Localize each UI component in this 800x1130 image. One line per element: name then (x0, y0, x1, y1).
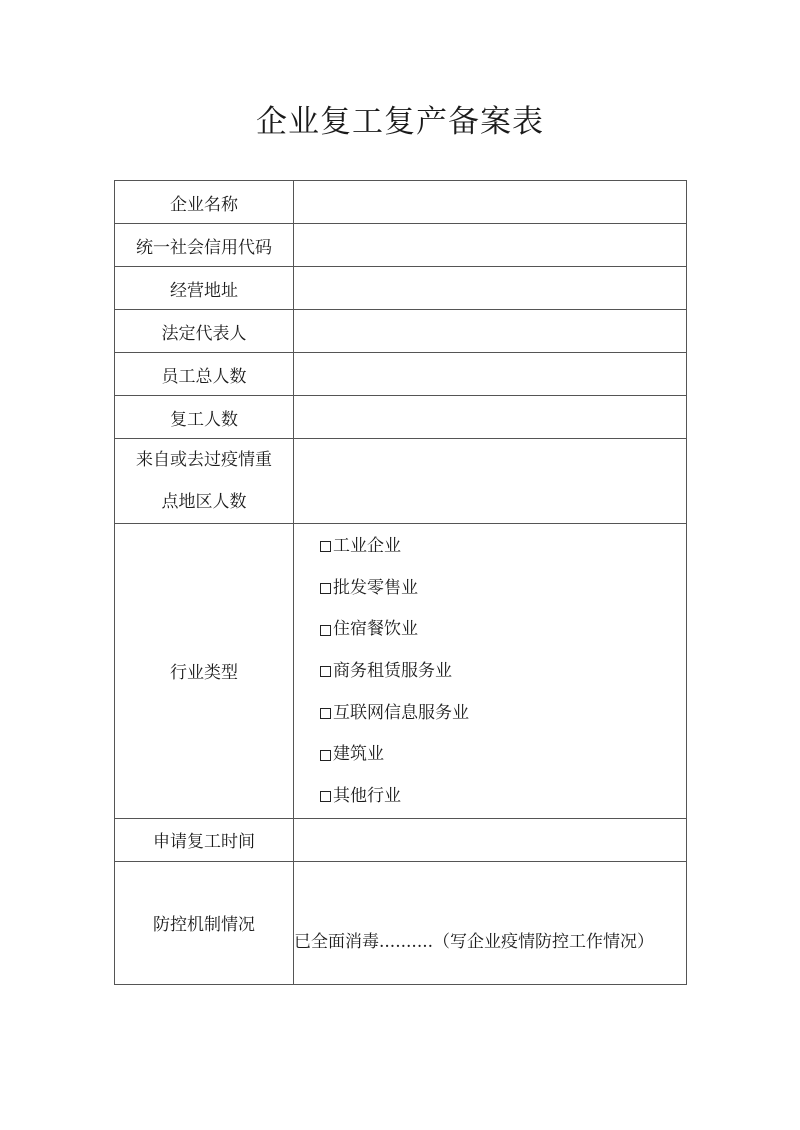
field-key-area[interactable] (294, 439, 687, 524)
checkbox-icon[interactable] (320, 666, 331, 677)
row-resumed-staff (115, 396, 687, 439)
label-address: 经营地址 (115, 267, 294, 310)
label-industry: 行业类型 (115, 524, 294, 819)
label-company-name: 企业名称 (115, 181, 294, 224)
industry-option[interactable] (320, 609, 686, 651)
checkbox-icon[interactable] (320, 583, 331, 594)
row-company-name (115, 181, 687, 224)
label-prevention: 防控机制情况 (115, 861, 294, 984)
industry-option-label: 工业企业 (333, 536, 401, 556)
industry-option-label: 批发零售业 (333, 577, 418, 598)
industry-option-label: 其他行业 (333, 786, 401, 807)
field-apply-time[interactable] (294, 818, 687, 861)
row-total-staff (115, 353, 687, 396)
label-key-area (115, 439, 294, 524)
form-title: 企业复工复产备案表 (256, 104, 544, 140)
industry-options (294, 524, 686, 818)
field-address[interactable] (294, 267, 687, 310)
industry-option[interactable] (320, 693, 686, 735)
checkbox-icon[interactable] (320, 791, 331, 802)
checkbox-icon[interactable] (320, 625, 331, 636)
industry-option[interactable] (320, 651, 686, 693)
prevention-text: 已全面消毒..........（写企业疫情防控工作情况） (294, 931, 655, 952)
field-industry (294, 524, 687, 819)
industry-option[interactable] (320, 526, 686, 568)
industry-option-label: 住宿餐饮业 (333, 619, 418, 640)
industry-option[interactable] (320, 568, 686, 610)
row-credit-code (115, 224, 687, 267)
field-company-name[interactable] (294, 181, 687, 224)
field-legal-rep[interactable] (294, 310, 687, 353)
row-apply-time (115, 818, 687, 861)
row-industry (115, 524, 687, 819)
industry-option-label: 商务租赁服务业 (333, 661, 452, 682)
row-prevention (115, 861, 687, 984)
row-key-area (115, 439, 687, 524)
label-key-area-line2: 点地区人数 (161, 492, 247, 512)
label-credit-code: 统一社会信用代码 (115, 224, 294, 267)
label-total-staff: 员工总人数 (115, 353, 294, 396)
industry-option-label: 互联网信息服务业 (333, 702, 469, 723)
filing-form-table (114, 180, 687, 985)
industry-option-label: 建筑业 (333, 744, 384, 765)
field-resumed-staff[interactable] (294, 396, 687, 439)
label-resumed-staff: 复工人数 (115, 396, 294, 439)
checkbox-icon[interactable] (320, 750, 331, 761)
checkbox-icon[interactable] (320, 541, 331, 552)
label-key-area-line1: 来自或去过疫情重 (136, 450, 272, 470)
checkbox-icon[interactable] (320, 708, 331, 719)
industry-option[interactable] (320, 776, 686, 818)
field-credit-code[interactable] (294, 224, 687, 267)
label-legal-rep: 法定代表人 (115, 310, 294, 353)
row-legal-rep (115, 310, 687, 353)
row-address (115, 267, 687, 310)
field-prevention[interactable] (294, 861, 687, 984)
industry-option[interactable] (320, 734, 686, 776)
field-total-staff[interactable] (294, 353, 687, 396)
label-apply-time: 申请复工时间 (115, 818, 294, 861)
